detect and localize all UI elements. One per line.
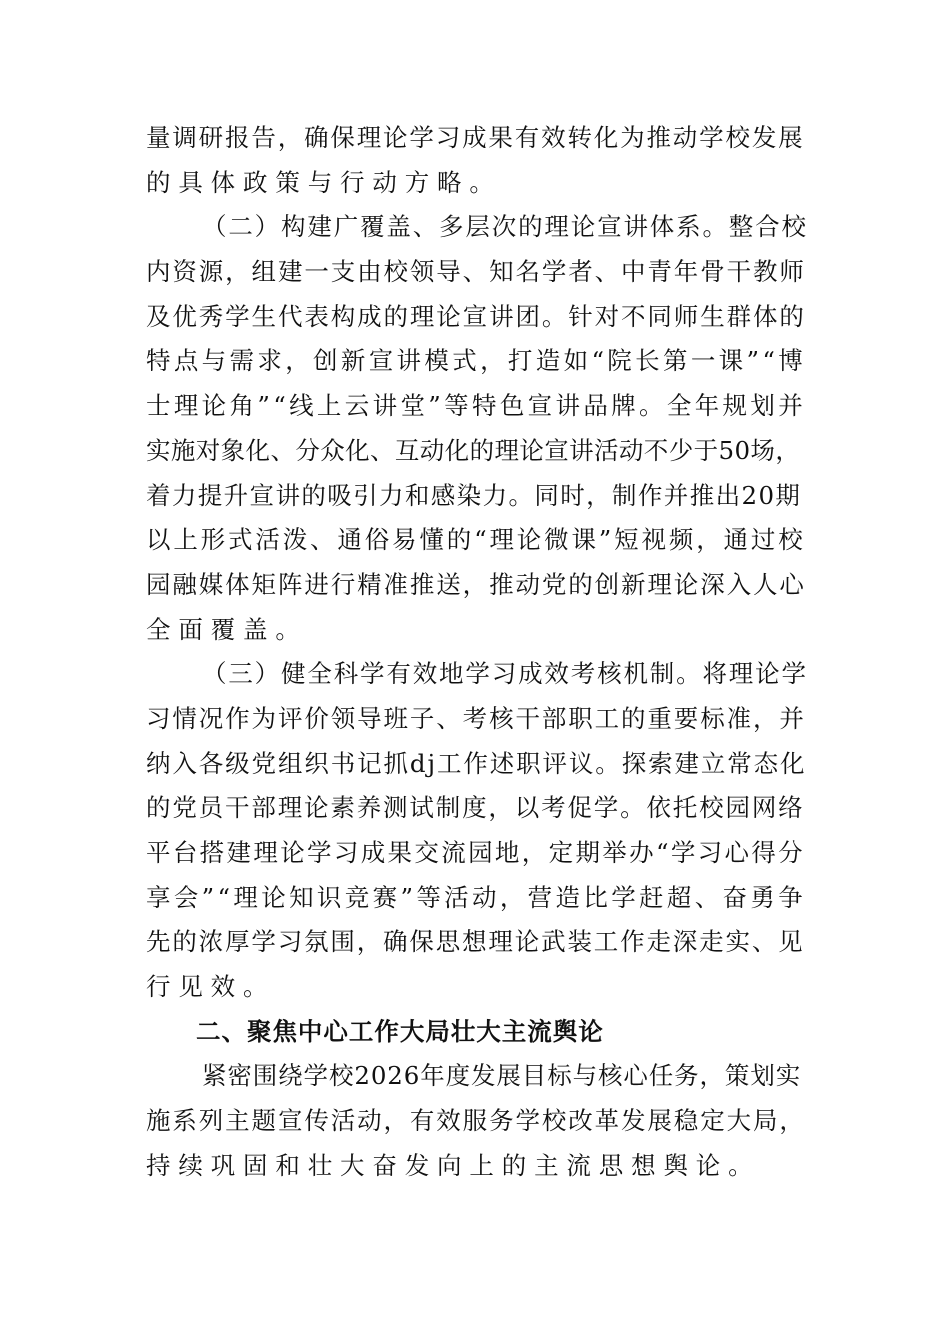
text-line: 及优秀学生代表构成的理论宣讲团。针对不同师生群体的 bbox=[146, 301, 806, 331]
text-line: 特点与需求，创新宣讲模式，打造如“院长第一课”“博 bbox=[146, 346, 807, 376]
text-line: 着力提升宣讲的吸引力和感染力。同时，制作并推出20期 bbox=[146, 480, 802, 510]
text-line: 享会”“理论知识竞赛”等活动，营造比学赶超、奋勇争 bbox=[146, 882, 807, 912]
text-line: 的党员干部理论素养测试制度，以考促学。依托校园网络 bbox=[146, 793, 805, 823]
section-heading: 二、聚焦中心工作大局壮大主流舆论 bbox=[196, 1016, 604, 1046]
subheading-line: （三）健全科学有效地学习成效考核机制。将理论学 bbox=[202, 659, 808, 689]
document-body bbox=[146, 116, 808, 1189]
text-line: 以上形式活泼、通俗易懂的“理论微课”短视频，通过校 bbox=[146, 525, 806, 555]
text-line: 习情况作为评价领导班子、考核干部职工的重要标准，并 bbox=[146, 703, 806, 733]
text-line: 全面覆盖。 bbox=[146, 614, 308, 644]
text-line: 行见效。 bbox=[146, 972, 276, 1002]
text-line: 量调研报告，确保理论学习成果有效转化为推动学校发展 bbox=[146, 123, 805, 152]
text-line: 的具体政策与行动方略。 bbox=[146, 167, 502, 197]
text-line: 施系列主题宣传活动，有效服务学校改革发展稳定大局， bbox=[146, 1106, 806, 1136]
text-line: 纳入各级党组织书记抓dj工作述职评议。探索建立常态化 bbox=[146, 748, 807, 778]
text-line: 士理论角”“线上云讲堂”等特色宣讲品牌。全年规划并 bbox=[146, 391, 807, 421]
text-line: 持续巩固和壮大奋发向上的主流思想舆论。 bbox=[146, 1150, 761, 1180]
text-line: 平台搭建理论学习成果交流园地，定期举办“学习心得分 bbox=[146, 838, 806, 867]
subheading-line: （二）构建广覆盖、多层次的理论宣讲体系。整合校 bbox=[202, 212, 808, 242]
text-line: 紧密围绕学校2026年度发展目标与核心任务，策划实 bbox=[202, 1061, 802, 1091]
text-line: 先的浓厚学习氛围，确保思想理论武装工作走深走实、见 bbox=[146, 927, 805, 957]
text-line: 实施对象化、分众化、互动化的理论宣讲活动不少于50场， bbox=[146, 435, 801, 465]
text-line: 园融媒体矩阵进行精准推送，推动党的创新理论深入人心 bbox=[146, 569, 806, 599]
text-line: 内资源，组建一支由校领导、知名学者、中青年骨干教师 bbox=[146, 257, 806, 287]
